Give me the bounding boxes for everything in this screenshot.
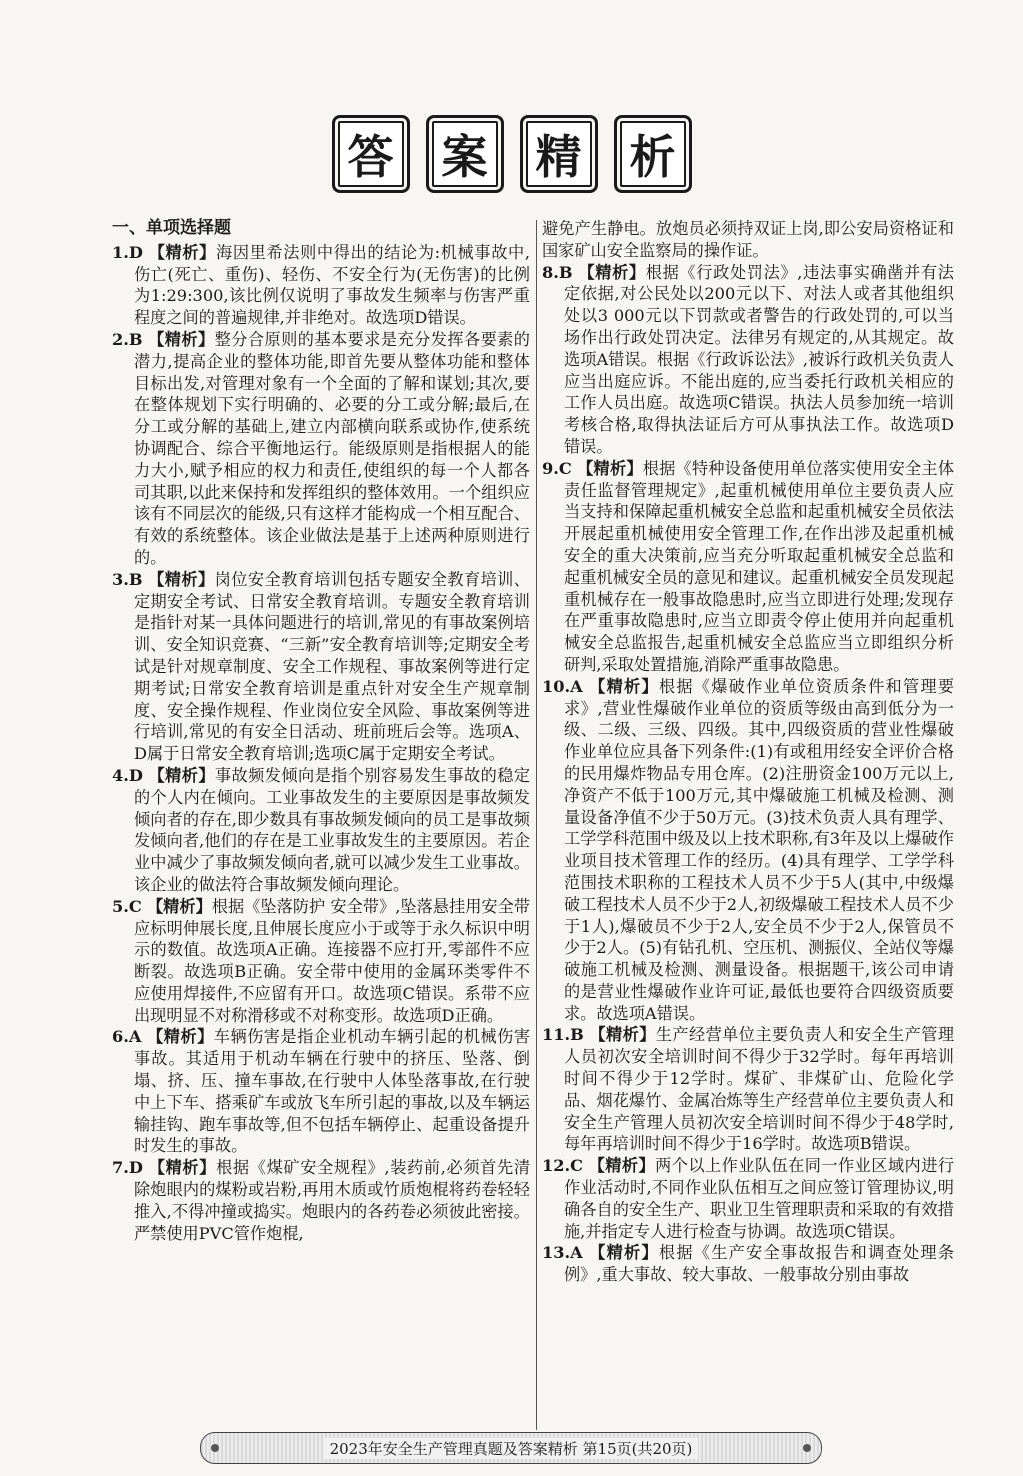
answer-number: 3.B (112, 569, 143, 589)
footer-text: 2023年安全生产管理真题及答案精析 第15页(共20页) (324, 1438, 699, 1459)
analysis-tag: 【精析】 (148, 765, 215, 785)
title-char: 答 (332, 115, 410, 193)
analysis-tag: 【精析】 (148, 569, 215, 589)
page-footer (200, 1432, 822, 1464)
answer-number: 12.C (542, 1156, 584, 1176)
analysis-tag: 【精析】 (147, 1027, 214, 1047)
answer-text: 海因里希法则中得出的结论为:机械事故中,伤亡(死亡、重伤)、轻伤、不安全行为(无伤害)的比例为1:29:300,该比例仅说明了事故发生频率与伤害严重程度之间的普遍规律,并非绝对。故选项D错误。 (134, 242, 530, 328)
answer-list-left (112, 242, 530, 1245)
answer-item (112, 242, 530, 329)
answer-text: 车辆伤害是指企业机动车辆引起的机械伤害事故。其适用于机动车辆在行驶中的挤压、坠落、倒塌、挤、压、撞车事故,在行驶中人体坠落事故,在行驶中上下车、搭乘矿车或放飞车所引起的事故,以及车辆运输挂钩、跑车事故等,但不包括车辆停止、起重设备提升时发生的事故。 (134, 1027, 531, 1156)
footer-dot (211, 1444, 219, 1452)
analysis-tag: 【精析】 (589, 1025, 656, 1045)
analysis-tag: 【精析】 (146, 896, 212, 916)
answer-number: 8.B (542, 262, 573, 282)
answer-number: 5.C (112, 896, 142, 916)
answer-text: 整分合原则的基本要求是充分发挥各要素的潜力,提高企业的整体功能,即首先要从整体功能和整体目标出发,对管理对象有一个全面的了解和谋划;其次,要在整体规划下实行明确的、必要的分工或分解;最后,在分工或分解的基础上,建立内部横向联系或协作,使系统协调配合、综合平衡地运行。能级原则是指根据人的能力大小,赋予相应的权力和责任,使组织的每一个人都各司其职,以此来保持和发挥组织的整体效用。一个组织应该有不同层次的能级,只有这样才能构成一个相互配合、有效的系统整体。该企业做法是基于上述两种原则进行的。 (134, 329, 530, 567)
analysis-tag: 【精析】 (148, 242, 216, 262)
column-divider (536, 220, 537, 1430)
title-char: 案 (426, 115, 504, 193)
answer-text: 根据《生产安全事故报告和调查处理条例》,重大事故、较大事故、一般事故分别由事故 (564, 1243, 955, 1285)
answer-text: 根据《煤矿安全规程》,装药前,必须首先清除炮眼内的煤粉或岩粉,再用木质或竹质炮棍将药卷轻轻推入,不得冲撞或捣实。炮眼内的各药卷必须彼此密接。严禁使用PVC管作炮棍, (134, 1158, 531, 1243)
answer-item (542, 1242, 954, 1286)
answer-number: 6.A (112, 1027, 142, 1047)
answer-item (542, 458, 954, 676)
footer-dot (803, 1444, 811, 1452)
answer-number: 4.D (112, 765, 143, 785)
answer-text: 岗位安全教育培训包括专题安全教育培训、定期安全考试、日常安全教育培训。专题安全教育培训是指针对某一具体问题进行的培训,常见的有事故案例培训、安全知识竞赛、“三新”安全教育培训等;定期安全考试是针对规章制度、安全工作规程、事故案例等进行定期考试;日常安全教育培训是重点针对安全生产规章制度、安全操作规程、作业岗位安全风险、事故案例等进行培训,常见的有安全日活动、班前班后会等。选项A、D属于日常安全教育培训;选项C属于定期安全考试。 (134, 569, 530, 764)
answer-list-right (542, 262, 954, 1286)
analysis-tag: 【精析】 (577, 458, 643, 478)
analysis-tag: 【精析】 (588, 1156, 656, 1176)
analysis-tag: 【精析】 (578, 262, 646, 282)
answer-item (112, 1157, 530, 1244)
analysis-tag: 【精析】 (148, 329, 215, 349)
analysis-tag: 【精析】 (589, 676, 659, 696)
analysis-tag: 【精析】 (148, 1158, 217, 1178)
answer-continuation: 避免产生静电。放炮员必须持双证上岗,即公安局资格证和国家矿山安全监察局的操作证。 (542, 219, 954, 260)
analysis-tag: 【精析】 (589, 1243, 659, 1263)
page-title (0, 115, 1023, 195)
left-column (112, 218, 530, 1244)
answer-item (542, 1155, 954, 1242)
answer-item (112, 569, 530, 765)
answer-text: 根据《坠落防护 安全带》,坠落悬挂用安全带应标明伸展长度,且伸展长度应小于或等于永久标识中明示的数值。故选项A正确。连接器不应打开,零部件不应断裂。故选项B正确。安全带中使用的金属环类零件不应使用焊接件,不应留有开口。故选项C错误。系带不应出现明显不对称滑移或不对称变形。故选项D正确。 (134, 896, 530, 1025)
answer-text: 根据《特种设备使用单位落实使用安全主体责任监督管理规定》,起重机械使用单位主要负责人应当支持和保障起重机械安全总监和起重机械安全员依法开展起重机械使用安全管理工作,在作出涉及起重机械安全的重大决策前,应当充分听取起重机械安全总监和起重机械安全员的意见和建议。起重机械安全员发现起重机械存在一般事故隐患时,应当立即进行处理;发现存在严重事故隐患时,应当立即责令停止使用并向起重机械安全总监报告,起重机械安全总监应当立即组织分析研判,采取处置措施,消除严重事故隐患。 (564, 458, 955, 674)
answer-text: 根据《爆破作业单位资质条件和管理要求》,营业性爆破作业单位的资质等级由高到低分为一级、二级、三级、四级。其中,四级资质的营业性爆破作业单位应具备下列条件:(1)有或租用经安全评价合格的民用爆炸物品专用仓库。(2)注册资金100万元以上,净资产不低于100万元,其中爆破施工机械及检测、测量设备净值不少于50万元。(3)技术负责人具有理学、工学学科范围中级及以上技术职称,有3年及以上爆破作业项目技术管理工作的经历。(4)具有理学、工学学科范围技术职称的工程技术人员不少于5人(其中,中级爆破工程技术人员不少于2人,初级爆破工程技术人员不少于1人),爆破员不少于2人,安全员不少于2人,保管员不少于2人。(5)有钻孔机、空压机、测振仪、全站仪等爆破施工机械及检测、测量设备。根据题干,该公司申请的是营业性爆破作业许可证,最低也要符合四级资质要求。故选项A错误。 (564, 676, 955, 1023)
answer-number: 2.B (112, 329, 143, 349)
answer-number: 13.A (542, 1243, 583, 1263)
answer-item (112, 765, 530, 896)
answer-number: 9.C (542, 458, 572, 478)
answer-number: 7.D (112, 1158, 143, 1178)
answer-text: 两个以上作业队伍在同一作业区域内进行作业活动时,不同作业队伍相互之间应签订管理协议,明确各自的安全生产、职业卫生管理职责和采取的有效措施,并指定专人进行检查与协调。故选项C错误。 (564, 1156, 955, 1241)
answer-item (542, 1024, 954, 1155)
answer-item (112, 896, 530, 1027)
answer-item (542, 262, 954, 458)
answer-item (112, 1026, 530, 1157)
title-char: 精 (520, 115, 598, 193)
answer-number: 11.B (542, 1025, 584, 1045)
right-column (542, 218, 954, 1286)
answer-item (542, 676, 954, 1025)
answer-text: 根据《行政处罚法》,违法事实确凿并有法定依据,对公民处以200元以下、对法人或者其他组织处以3 000元以下罚款或者警告的行政处罚的,可以当场作出行政处罚决定。法律另有规定的,从其规定。故选项A错误。根据《行政诉讼法》,被诉行政机关负责人应当出庭应诉。不能出庭的,应当委托行政机关相应的工作人员出庭。故选项C错误。执法人员参加统一培训考核合格,取得执法证后方可从事执法工作。故选项D错误。 (564, 262, 954, 456)
section-heading: 一、单项选择题 (112, 218, 231, 238)
answer-text: 生产经营单位主要负责人和安全生产管理人员初次安全培训时间不得少于32学时。每年再培训时间不得少于12学时。煤矿、非煤矿山、危险化学品、烟花爆竹、金属冶炼等生产经营单位主要负责人和安全生产管理人员初次安全培训时间不得少于48学时,每年再培训时间不得少于16学时。故选项B错误。 (564, 1025, 955, 1154)
answer-item (112, 329, 530, 569)
answer-number: 1.D (112, 242, 143, 262)
answer-number: 10.A (542, 676, 583, 696)
answer-text: 事故频发倾向是指个别容易发生事故的稳定的个人内在倾向。工业事故发生的主要原因是事故频发倾向者的存在,即少数具有事故频发倾向的员工是事故频发倾向者,他们的存在是工业事故发生的主要原因。若企业中减少了事故频发倾向者,就可以减少发生工业事故。该企业的做法符合事故频发倾向理论。 (134, 765, 531, 894)
title-char: 析 (614, 115, 692, 193)
